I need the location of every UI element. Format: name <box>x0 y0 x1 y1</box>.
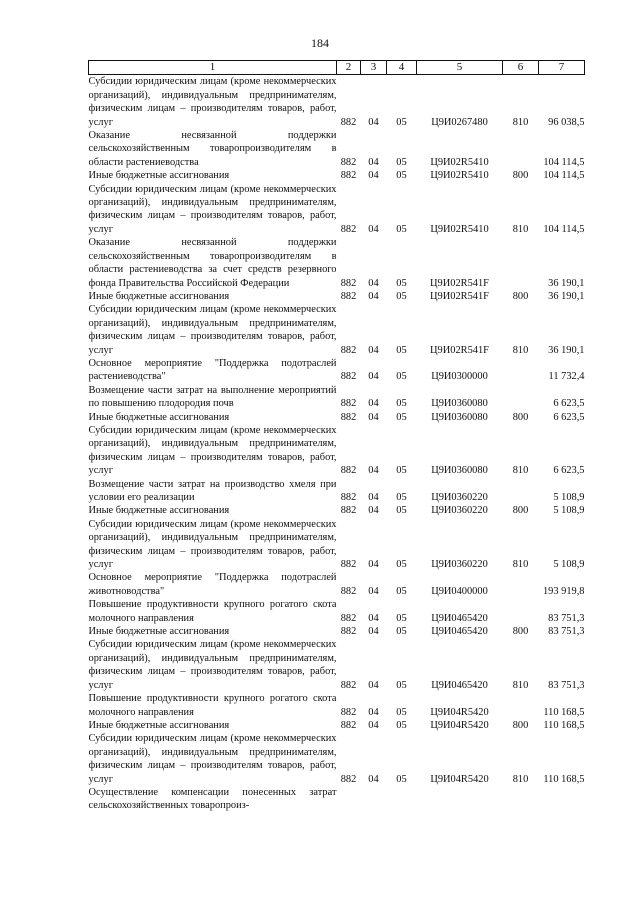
ministry-code: 882 <box>340 411 357 423</box>
expense-type <box>503 571 539 598</box>
table-row <box>89 478 585 505</box>
table-row <box>89 357 585 384</box>
ministry-code: 882 <box>340 585 357 597</box>
row-name: Иные бюджетные ассигнования <box>88 170 230 182</box>
header-col-7: 7 <box>539 61 585 75</box>
subsection-code: 05 <box>396 290 407 302</box>
target-article: Ц9И0300000 <box>431 371 488 383</box>
header-col-6: 6 <box>503 61 539 75</box>
row-name: Основное мероприятие "Поддержка подотраслей растениеводства" <box>88 357 337 383</box>
row-name: Иные бюджетные ассигнования <box>88 411 230 423</box>
subsection-code: 05 <box>396 170 407 182</box>
row-name: Возмещение части затрат на производство хмеля при условии его реализации <box>88 478 337 503</box>
ministry-code: 882 <box>340 465 357 477</box>
row-name: Повышение продуктивности крупного рогатого скота молочного направления <box>88 599 337 624</box>
expense-type <box>503 692 539 719</box>
expense-type: 810 <box>512 773 529 785</box>
table-row <box>89 504 585 517</box>
table-row <box>89 384 585 411</box>
amount: 6 623,5 <box>553 398 585 410</box>
row-name: Оказание несвязанной поддержки сельскохозяйственным товаропроизводителям в области растениеводства за счет средств резервного фонда Правительства Российской Федерации <box>88 237 337 289</box>
ministry-code: 882 <box>340 277 357 289</box>
table-row <box>89 732 585 786</box>
expense-type: 800 <box>512 170 529 182</box>
ministry-code: 882 <box>340 626 357 638</box>
table-row <box>89 598 585 625</box>
target-article: Ц9И02R5410 <box>430 223 489 235</box>
section-code: 04 <box>368 492 379 503</box>
table-row <box>89 571 585 598</box>
expense-type: 800 <box>512 626 529 638</box>
amount: 6 623,5 <box>553 465 585 477</box>
expense-type: 810 <box>512 116 529 128</box>
section-code: 04 <box>368 612 379 624</box>
row-name: Субсидии юридическим лицам (кроме некоммерческих организаций), индивидуальным предпринимателям, физическим лицам – производителям товаров, работ, услуг <box>88 76 337 128</box>
section-code: 04 <box>368 170 379 182</box>
subsection-code: 05 <box>396 277 407 289</box>
table-row <box>89 692 585 719</box>
amount: 36 190,1 <box>548 290 585 302</box>
subsection-code: 05 <box>396 679 407 691</box>
subsection-code: 05 <box>396 398 407 410</box>
row-name: Иные бюджетные ассигнования <box>88 626 230 638</box>
table-row <box>89 290 585 303</box>
expense-type: 810 <box>512 679 529 691</box>
ministry-code: 882 <box>340 371 357 383</box>
expense-type <box>503 786 539 813</box>
table-row <box>89 75 585 129</box>
subsection-code: 05 <box>396 223 407 235</box>
table-row <box>89 129 585 169</box>
target-article: Ц9И04R5420 <box>430 773 489 785</box>
target-article: Ц9И04R5420 <box>430 719 489 731</box>
expense-type: 810 <box>512 465 529 477</box>
target-article: Ц9И0360220 <box>431 505 488 517</box>
amount: 96 038,5 <box>548 116 585 128</box>
section-code: 04 <box>368 505 379 517</box>
section-code: 04 <box>368 116 379 128</box>
section-code: 04 <box>368 156 379 168</box>
ministry-code: 882 <box>340 612 357 624</box>
section-code <box>361 786 387 813</box>
expense-type <box>503 129 539 169</box>
expense-type <box>503 236 539 290</box>
target-article: Ц9И0360080 <box>431 465 488 477</box>
amount: 110 168,5 <box>543 719 585 731</box>
amount: 110 168,5 <box>543 773 585 785</box>
row-name: Иные бюджетные ассигнования <box>88 719 230 731</box>
subsection-code: 05 <box>396 492 407 503</box>
table-row <box>89 518 585 572</box>
row-name: Субсидии юридическим лицам (кроме некоммерческих организаций), индивидуальным предпринимателям, физическим лицам – производителям товаров, работ, услуг <box>88 639 337 691</box>
expense-type: 800 <box>512 505 529 517</box>
section-code: 04 <box>368 277 379 289</box>
header-col-4: 4 <box>387 61 417 75</box>
header-row <box>89 61 585 75</box>
row-name: Осуществление компенсации понесенных затрат сельскохозяйственных товаропроиз- <box>88 786 337 812</box>
section-code: 04 <box>368 773 379 785</box>
ministry-code: 882 <box>340 344 357 356</box>
ministry-code: 882 <box>340 156 357 168</box>
subsection-code: 05 <box>396 559 407 571</box>
target-article <box>417 786 503 813</box>
row-name: Иные бюджетные ассигнования <box>88 505 230 517</box>
amount: 5 108,9 <box>553 505 585 517</box>
section-code: 04 <box>368 371 379 383</box>
row-name: Субсидии юридическим лицам (кроме некоммерческих организаций), индивидуальным предпринимателям, физическим лицам – производителям товаров, работ, услуг <box>88 424 337 477</box>
ministry-code: 882 <box>340 170 357 182</box>
ministry-code: 882 <box>340 398 357 410</box>
subsection-code: 05 <box>396 411 407 423</box>
subsection-code: 05 <box>396 344 407 356</box>
target-article: Ц9И0465420 <box>431 626 488 638</box>
ministry-code: 882 <box>340 773 357 785</box>
subsection-code <box>387 786 417 813</box>
row-name: Субсидии юридическим лицам (кроме некоммерческих организаций), индивидуальным предпринимателям, физическим лицам – производителям товаров, работ, услуг <box>88 518 337 571</box>
row-name: Повышение продуктивности крупного рогатого скота молочного направления <box>88 693 337 718</box>
ministry-code: 882 <box>340 706 357 718</box>
target-article: Ц9И0267480 <box>431 116 488 128</box>
budget-table <box>88 60 585 813</box>
amount: 110 168,5 <box>543 706 585 718</box>
table-row <box>89 719 585 732</box>
row-name: Субсидии юридическим лицам (кроме некоммерческих организаций), индивидуальным предпринимателям, физическим лицам – производителям товаров, работ, услуг <box>88 304 337 356</box>
subsection-code: 05 <box>396 773 407 785</box>
table-row <box>89 424 585 478</box>
target-article: Ц9И0360220 <box>431 559 488 571</box>
subsection-code: 05 <box>396 371 407 383</box>
expense-type: 810 <box>512 223 529 235</box>
subsection-code: 05 <box>396 116 407 128</box>
header-col-2: 2 <box>337 61 361 75</box>
table-row <box>89 786 585 813</box>
section-code: 04 <box>368 559 379 571</box>
amount <box>539 786 585 813</box>
expense-type <box>503 384 539 411</box>
table-row <box>89 638 585 692</box>
header-col-3: 3 <box>361 61 387 75</box>
subsection-code: 05 <box>396 706 407 718</box>
header-col-5: 5 <box>417 61 503 75</box>
table-row <box>89 625 585 638</box>
target-article: Ц9И04R5420 <box>430 706 489 718</box>
section-code: 04 <box>368 465 379 477</box>
subsection-code: 05 <box>396 465 407 477</box>
subsection-code: 05 <box>396 626 407 638</box>
ministry-code: 882 <box>340 116 357 128</box>
amount: 11 732,4 <box>548 371 585 383</box>
ministry-code: 882 <box>340 719 357 731</box>
expense-type <box>503 598 539 625</box>
expense-type <box>503 357 539 384</box>
table-row <box>89 303 585 357</box>
amount: 104 114,5 <box>543 223 585 235</box>
expense-type <box>503 478 539 505</box>
amount: 83 751,3 <box>548 679 585 691</box>
section-code: 04 <box>368 223 379 235</box>
table-row <box>89 411 585 424</box>
target-article: Ц9И0465420 <box>431 679 488 691</box>
table-row <box>89 236 585 290</box>
amount: 36 190,1 <box>548 344 585 356</box>
target-article: Ц9И02R541F <box>430 277 489 289</box>
row-name: Субсидии юридическим лицам (кроме некоммерческих организаций), индивидуальным предпринимателям, физическим лицам – производителям товаров, работ, услуг <box>88 183 337 235</box>
expense-type: 800 <box>512 411 529 423</box>
target-article: Ц9И02R541F <box>430 290 489 302</box>
table-row <box>89 169 585 182</box>
section-code: 04 <box>368 679 379 691</box>
amount: 6 623,5 <box>553 411 585 423</box>
amount: 36 190,1 <box>548 277 585 289</box>
ministry-code: 882 <box>340 492 357 503</box>
amount: 104 114,5 <box>543 170 585 182</box>
expense-type: 800 <box>512 719 529 731</box>
section-code: 04 <box>368 344 379 356</box>
ministry-code: 882 <box>340 679 357 691</box>
subsection-code: 05 <box>396 505 407 517</box>
section-code: 04 <box>368 585 379 597</box>
amount: 104 114,5 <box>543 156 585 168</box>
subsection-code: 05 <box>396 585 407 597</box>
section-code: 04 <box>368 290 379 302</box>
row-name: Иные бюджетные ассигнования <box>88 290 230 302</box>
amount: 5 108,9 <box>553 492 585 503</box>
amount: 83 751,3 <box>548 626 585 638</box>
row-name: Возмещение части затрат на выполнение мероприятий по повышению плодородия почв <box>88 384 337 410</box>
target-article: Ц9И0465420 <box>431 612 488 624</box>
subsection-code: 05 <box>396 156 407 168</box>
ministry-code: 882 <box>340 505 357 517</box>
header-col-1: 1 <box>89 61 337 75</box>
ministry-code <box>337 786 361 813</box>
amount: 83 751,3 <box>548 612 585 624</box>
target-article: Ц9И0400000 <box>431 585 488 597</box>
amount: 193 919,8 <box>542 585 585 597</box>
target-article: Ц9И02R5410 <box>430 156 489 168</box>
row-name: Оказание несвязанной поддержки сельскохозяйственным товаропроизводителям в области растениеводства <box>88 130 337 168</box>
ministry-code: 882 <box>340 559 357 571</box>
subsection-code: 05 <box>396 719 407 731</box>
section-code: 04 <box>368 398 379 410</box>
page-number: 184 <box>311 36 329 50</box>
target-article: Ц9И0360220 <box>431 492 488 503</box>
expense-type: 810 <box>512 559 529 571</box>
amount: 5 108,9 <box>553 559 585 571</box>
target-article: Ц9И0360080 <box>431 411 488 423</box>
row-name: Субсидии юридическим лицам (кроме некоммерческих организаций), индивидуальным предпринимателям, физическим лицам – производителям товаров, работ, услуг <box>88 733 337 785</box>
row-name: Основное мероприятие "Поддержка подотраслей животноводства" <box>88 572 337 597</box>
table-row <box>89 183 585 237</box>
target-article: Ц9И02R541F <box>430 344 489 356</box>
section-code: 04 <box>368 719 379 731</box>
expense-type: 800 <box>512 290 529 302</box>
target-article: Ц9И02R5410 <box>430 170 489 182</box>
target-article: Ц9И0360080 <box>431 398 488 410</box>
ministry-code: 882 <box>340 290 357 302</box>
section-code: 04 <box>368 626 379 638</box>
section-code: 04 <box>368 411 379 423</box>
expense-type: 810 <box>512 344 529 356</box>
ministry-code: 882 <box>340 223 357 235</box>
subsection-code: 05 <box>396 612 407 624</box>
section-code: 04 <box>368 706 379 718</box>
